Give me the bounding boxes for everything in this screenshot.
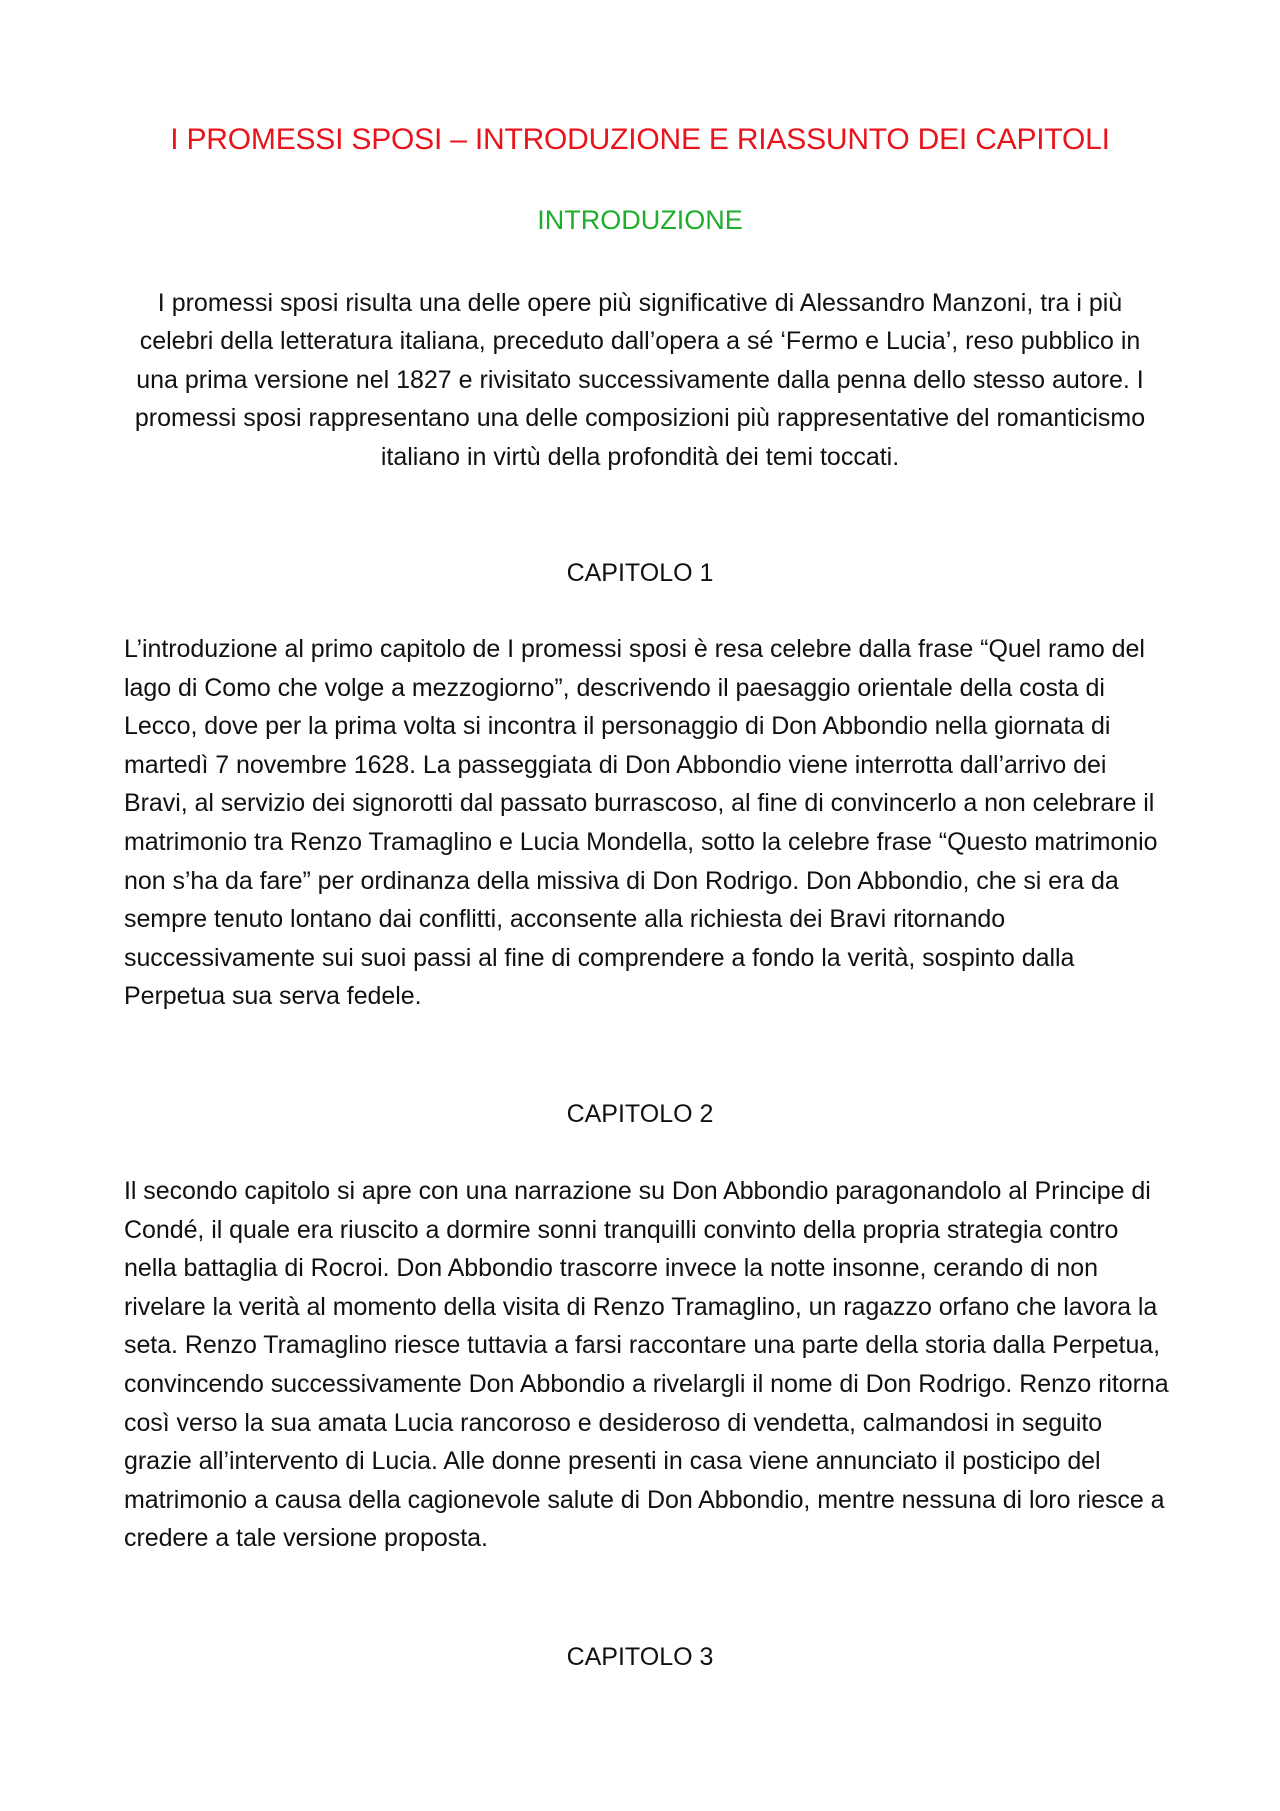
document-title: I PROMESSI SPOSI – INTRODUZIONE E RIASSUNTO DEI CAPITOLI bbox=[170, 123, 1110, 156]
chapter-2-heading: CAPITOLO 2 bbox=[566, 1100, 714, 1128]
chapter-3-heading: CAPITOLO 3 bbox=[566, 1643, 714, 1671]
chapter-1-paragraph: L’introduzione al primo capitolo de I promessi sposi è resa celebre dalla frase “Quel ramo del lago di Como che volge a mezzogiorno”, descrivendo il paesaggio orientale della costa di Lecco, dove per la prima volta si incontra il personaggio di Don Abbondio nella giornata di martedì 7 novembre 1628. La passeggiata di Don Abbondio viene interrotta dall’arrivo dei Bravi, al servizio dei signorotti dal passato burrascoso, al fine di convincerlo a non celebrare il matrimonio tra Renzo Tramaglino e Lucia Mondella, sotto la celebre frase “Questo matrimonio non s’ha da fare” per ordinanza della missiva di Don Rodrigo. Don Abbondio, che si era da sempre tenuto lontano dai conflitti, acconsente alla richiesta dei Bravi ritornando successivamente sui suoi passi al fine di comprendere a fondo la verità, sospinto dalla Perpetua sua serva fedele. bbox=[124, 635, 1158, 1011]
introduction-heading: INTRODUZIONE bbox=[537, 205, 743, 235]
chapter-1-heading: CAPITOLO 1 bbox=[566, 559, 714, 587]
introduction-paragraph: I promessi sposi risulta una delle opere più significative di Alessandro Manzoni, tra i più celebri della letteratura italiana, preceduto dall’opera a sé ‘Fermo e Lucia’, reso pubblico in una prima versione nel 1827 e rivisitato successivamente dalla penna dello stesso autore. I promessi sposi rappresentano una delle composizioni più rappresentative del romanticismo italiano in virtù della profondità dei temi toccati. bbox=[134, 289, 1146, 471]
chapter-2-paragraph: Il secondo capitolo si apre con una narrazione su Don Abbondio paragonandolo al Principe di Condé, il quale era riuscito a dormire sonni tranquilli convinto della propria strategia contro nella battaglia di Rocroi. Don Abbondio trascorre invece la notte insonne, cerando di non rivelare la verità al momento della visita di Renzo Tramaglino, un ragazzo orfano che lavora la seta. Renzo Tramaglino riesce tuttavia a farsi raccontare una parte della storia dalla Perpetua, convincendo successivamente Don Abbondio a rivelargli il nome di Don Rodrigo. Renzo ritorna così verso la sua amata Lucia rancoroso e desideroso di vendetta, calmandosi in seguito grazie all’intervento di Lucia. Alle donne presenti in casa viene annunciato il posticipo del matrimonio a causa della cagionevole salute di Don Abbondio, mentre nessuna di loro riesce a credere a tale versione proposta. bbox=[124, 1177, 1169, 1553]
